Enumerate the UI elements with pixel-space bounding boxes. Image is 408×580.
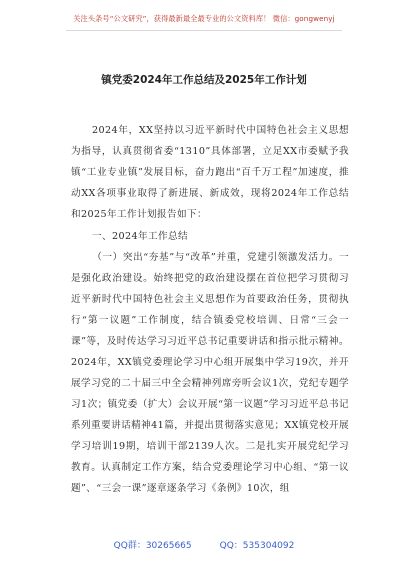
section-paragraph bbox=[71, 247, 349, 499]
intro-paragraph-text: 2024年，XX坚持以习近平新时代中国特色社会主义思想为指导，认真贯彻省委“1310”具体部署，立足XX市委赋予我镇“工业专业镇”发展目标，奋力跑出“百千万工程”加速度，推动XX各项事业取得了新进展、新成效，现将2024年工作总结和2025年工作计划报告如下： bbox=[71, 125, 349, 220]
section-heading-text: 一、2024年工作总结 bbox=[92, 231, 188, 242]
intro-paragraph bbox=[71, 120, 349, 225]
qq-contact-link[interactable]: QQ：535304092 bbox=[219, 541, 295, 551]
section-paragraph-text: （一）突出“夯基”与“改革”并重，党建引领激发活力。一是强化政治建设。始终把党的政治建设摆在首位把学习贯彻习近平新时代中国特色社会主义思想作为首要政治任务，贯彻执行“第一议题”工作制度，结合镇委党校培训、日常“三会一课”等，及时传达学习习近平总书记重要讲话和指示批示精神。2024年，XX镇党委理论学习中心组开展集中学习19次，并开展学习党的二十届三中全会精神列席旁听会议1次，党纪专题学习1次；镇党委（扩大）会议开展“第一议题”学习习近平总书记系列重要讲话精神41篇，并提出贯彻落实意见；XX镇党校开展学习培训19期，培训干部2139人次。二是扎实开展党纪学习教育。认真制定工作方案，结合党委理论学习中心组、“第一议题”、“三会一课”逐章逐条学习《条例》10次，组 bbox=[71, 252, 349, 494]
contact-footer bbox=[0, 538, 408, 551]
header-divider bbox=[66, 30, 342, 31]
qq-group-link[interactable]: QQ群：30265665 bbox=[113, 541, 192, 551]
document-title: 镇党委2024年工作总结及2025年工作计划 bbox=[101, 74, 307, 86]
promo-header: 关注头条号“公文研究”，获得最新最全最专业的公文资料库！ 微信：gongwenyj bbox=[73, 14, 335, 23]
section-heading bbox=[71, 226, 349, 247]
